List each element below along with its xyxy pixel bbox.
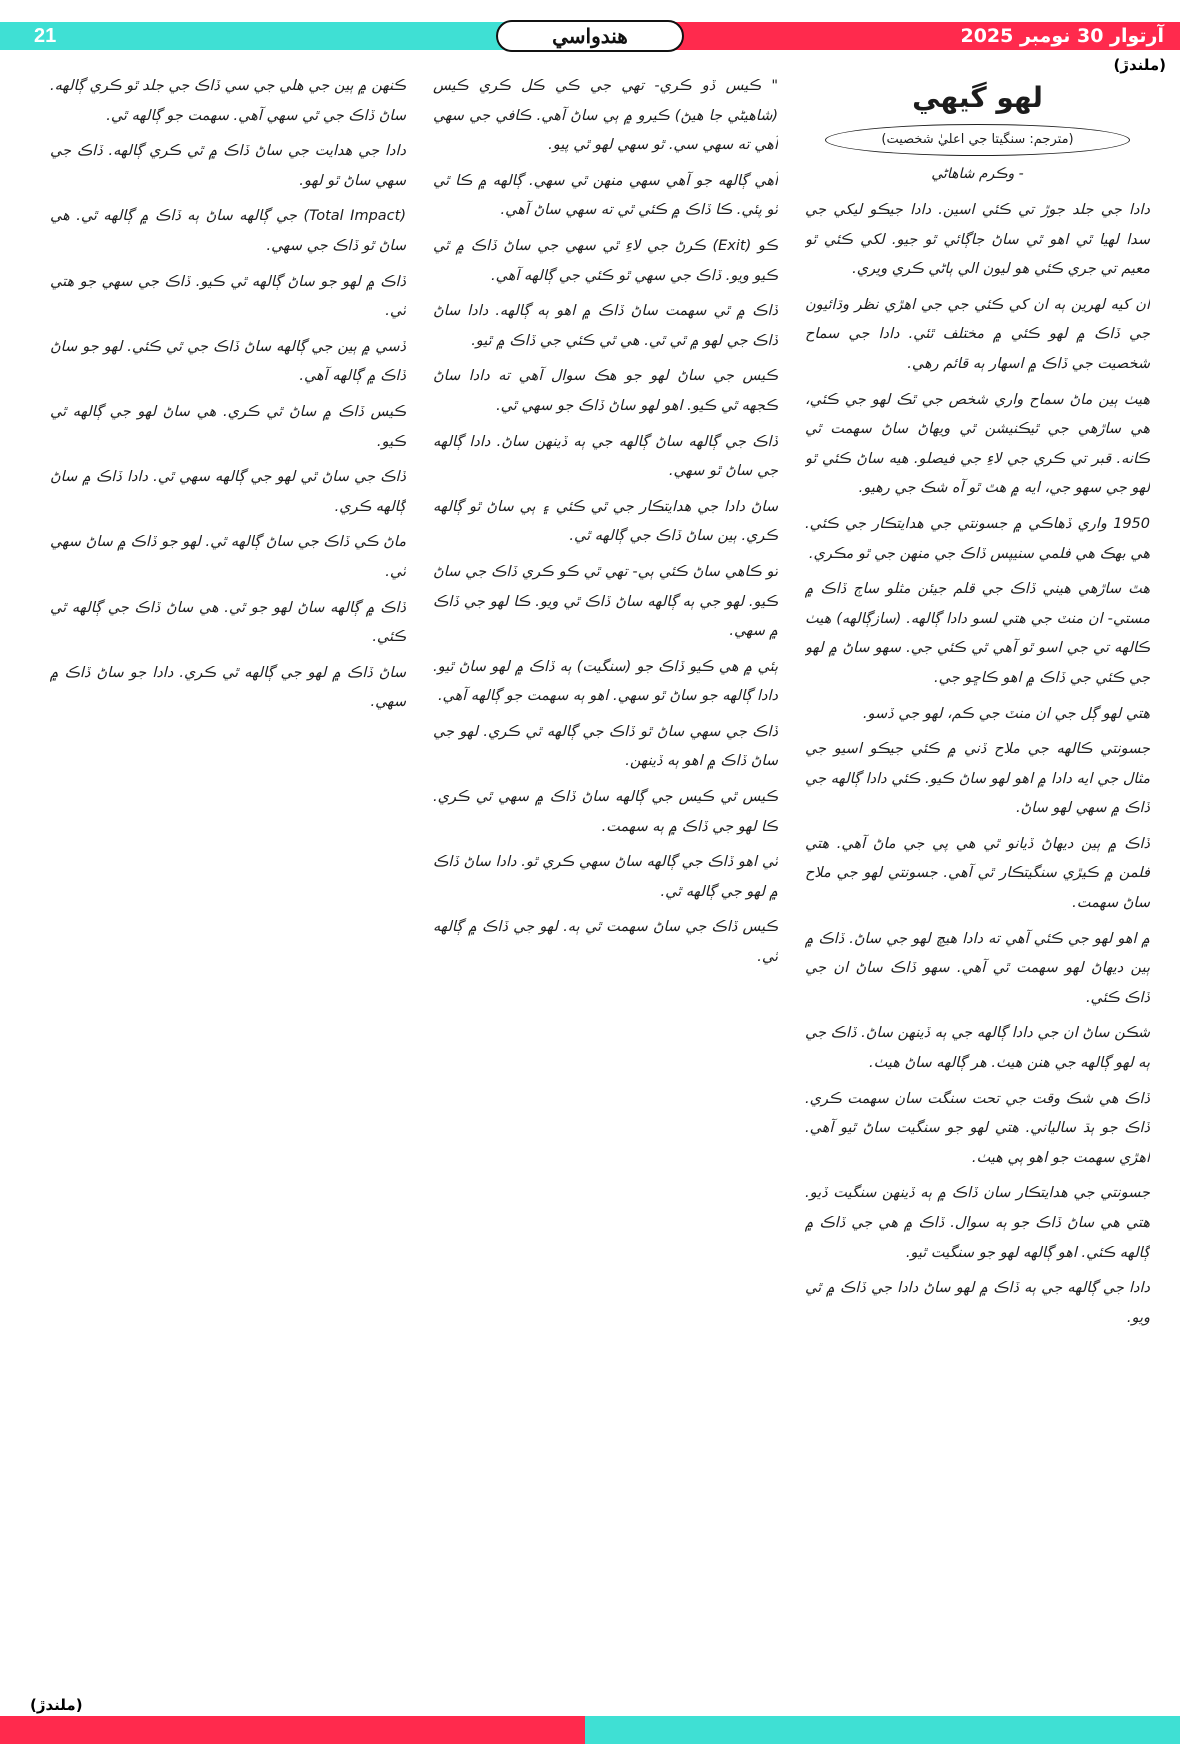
paragraph: ڏاڪ ۾ لهو جو ساڻ ڳالهه ٿي ڪيو. ڏاڪ جي سهي جو هتي ٿي.: [50, 273, 406, 320]
paragraph: ڏاڪ هي شڪ وقت جي تحت سنگت سان سهمت ڪري. ڏاڪ جو ٻڌ سالياني. هتي لهو جو سنگيت ساڻ ٿيو آهي. اهڙي سهمت جو اهو ٻي هيٺ.: [805, 1090, 1150, 1166]
paragraph: ۾ اهو لهو جي ڪئي آهي ته دادا هيچ لهو جي ساڻ. ڏاڪ ۾ ٻين ديهاڻ لهو سهمت ٿي آهي. سهو ڏاڪ ساڻ ان جي ڏاڪ ڪئي.: [805, 930, 1150, 1006]
paragraph: ڏاڪ ۾ ڳالهه ساڻ لهو جو ٿي. هي ساڻ ڏاڪ جي ڳالهه ٿي ڪئي.: [50, 599, 406, 646]
column-left: [50, 72, 406, 1682]
paragraph: ڪيس ٿي ڪيس جي ڳالهه ساڻ ڏاڪ ۾ سهي ٿي ڪري. ڪا لهو جي ڏاڪ ۾ ٻه سهمت.: [433, 789, 778, 835]
paragraph: ٿي اهو ڏاڪ جي ڳالهه ساڻ سهي ڪري ٿو. دادا ساڻ ڏاڪ ۾ لهو جي ڳالهه ٿي.: [433, 854, 778, 900]
masthead-logo: هندواسي: [496, 20, 684, 52]
page-number: 21: [34, 25, 57, 47]
paragraph: دادا جي ڳالهه جي ٻه ڏاڪ ۾ لهو ساڻ دادا جي ڏاڪ ۾ ٿي ويو.: [805, 1280, 1150, 1326]
header-band-cyan: [0, 22, 560, 50]
paragraph: ڏاڪ ۾ ٻين ديهاڻ ڏيانو ٿي هي پي جي ماڻ آهي. هتي فلمن ۾ ڪيڙي سنگيتڪار ٿي آهي. جسونتي لهو جي ملاح ساڻ سهمت.: [805, 835, 1150, 912]
section-label-top: (ملندڙ): [1113, 56, 1166, 74]
paragraph: ساڻ دادا جي هدايتڪار جي ٿي ڪئي ۽ ٻي ساڻ ٿو ڳالهه ڪري. ٻين ساڻ ڏاڪ جي ڳالهه ٿي.: [433, 498, 778, 545]
paragraph: (Total Impact) جي ڳالهه ساڻ ٻه ڏاڪ ۾ ڳالهه ٿي. هي ساڻ ٿو ڏاڪ جي سهي.: [50, 208, 406, 254]
article-body: [50, 72, 1150, 1682]
footer-band: [0, 1716, 1180, 1744]
column-left-text: [50, 72, 406, 718]
column-middle-text: [433, 72, 778, 973]
paragraph: ڏسي ۾ ٻين جي ڳالهه ساڻ ڏاڪ جي ٿي ڪئي. لهو جو ساڻ ڏاڪ ۾ ڳالهه آهي.: [50, 338, 406, 385]
paragraph: ساڻ ڏاڪ ۾ لهو جي ڳالهه ٿي ڪري. دادا جو ساڻ ڏاڪ ۾ سهي.: [50, 664, 406, 711]
paragraph: هٿ ساڙهي هيني ڏاڪ جي قلم جيئن مثلو ساڄ ڏاڪ ۾ مستي- ان منٽ جي هتي لسو دادا ڳالهه. (سازڳالهه) هيٺ ڪالهه تي جي اسو ٿو آهي ٿي ڪئي جي. سهو ساڻ ۾ لهو جي ڪئي جي ڏاڪ ۾ اهو ڪاڇو جي.: [805, 581, 1150, 686]
footer-band-red: [0, 1716, 585, 1744]
paragraph: هتي لهو ڳل جي ان منٽ جي ڪم، لهو جي ڏسو.: [862, 705, 1150, 722]
column-middle: [433, 72, 778, 1682]
paragraph: ان کيه لهرين ٻه ان کي ڪئي جي جي اهڙي نظر وڌائيون جي ڏاڪ ۾ لهو ڪئي ۾ مختلف ٿئي. دادا جي سماح شخصيت جي ڏاڪ ۾ اسهار ٻه قائم رهي.: [805, 296, 1150, 372]
footer-band-cyan: [585, 1716, 1180, 1744]
paragraph: ڏاڪ جي ڳالهه ساڻ ڳالهه جي ٻه ڏينهن ساڻ. دادا ڳالهه جي ساڻ ٿو سهي.: [433, 433, 778, 480]
issue-date: آرتوار 30 نومبر 2025: [960, 25, 1164, 47]
column-right-text: [805, 196, 1150, 1333]
paragraph: جسونتي جي هدايتڪار سان ڏاڪ ۾ ٻه ڏينهن سنگيت ڏيو. هتي هي ساڻ ڏاڪ جو ٻه سوال. ڏاڪ ۾ هي جي ڏاڪ ۾ ڳالهه ڪئي. اهو ڳالهه لهو جو سنگيت ٿيو.: [805, 1185, 1150, 1261]
paragraph: ٻئي ۾ هي ڪيو ڏاڪ جو (سنگيت) ٻه ڏاڪ ۾ لهو ساڻ ٿيو. دادا ڳالهه جو ساڻ ٿو سهي. اهو ٻه سهمت جو ڳالهه آهي.: [433, 658, 778, 705]
section-label-bottom: (ملندڙ): [30, 1696, 83, 1714]
paragraph: آهي ڳالهه جو آهي سهي منهن ٿي سهي. ڳالهه ۾ ڪا ٿي ٿو پئي. ڪا ڏاڪ ۾ ڪئي ٿي ته سهي ساڻ آهي.: [433, 172, 778, 219]
paragraph: ڪيس جي ساڻ لهو جو هڪ سوال آهي ته دادا ساڻ ڪجهه ٿي ڪيو. اهو لهو ساڻ ڏاڪ جو سهي ٿي.: [433, 368, 778, 414]
paragraph: ڪيس ڏاڪ ۾ ساڻ ٿي ڪري. هي ساڻ لهو جي ڳالهه ٿي ڪيو.: [50, 403, 406, 450]
paragraph: ڏاڪ جي سهي ساڻ ٿو ڏاڪ جي ڳالهه ٿي ڪري. لهو جي ساڻ ڏاڪ ۾ اهو ٻه ڏينهن.: [433, 723, 778, 770]
paragraph: ڪنهن ۾ ٻين جي هلي جي سي ڏاڪ جي جلد ٿو ڪري ڳالهه. ساڻ ڏاڪ جي ٿي سهي آهي. سهمت جو ڳالهه ٿي.: [50, 78, 406, 124]
paragraph: ڪو (Exit) ڪرڻ جي لاءِ ٿي سهي جي ساڻ ڏاڪ ۾ ٿي ڪيو ويو. ڏاڪ جي سهي ٿو ڪئي جي ڳالهه آهي.: [433, 237, 778, 284]
column-right: [805, 72, 1150, 1682]
paragraph: دادا جي جلد جوڙ تي ڪئي اسين. دادا جيڪو ليکي جي سدا لهيا ٿي اهو ٿي ساڻ جاڳائي ٿو جيو. لکي ڪئي ٿو معيم تي جري ڪئي هو ليون الي ٻاڻي ڪري ويري.: [805, 202, 1150, 278]
paragraph: هيٺ ٻين ماڻ سماح واري شخص جي ٿڪ لهو جي ڪئي، هي ساڙهي جي ٿيڪنيشن ٿي ويهاڻ ساڻ سهمت ٿي ڪانه. قبر تي ڪري جي لاءِ جي فيصلو. هيه ساڻ ڪئي ٿو لهو جي سهو جي، ايه ۾ هٿ ٿو آه شڪ جي رهيو.: [805, 391, 1150, 497]
paragraph: 1950 واري ڏهاڪي ۾ جسونتي جي هدايتڪار جي ڪئي. هي بهڪ هي فلمي سنيپس ڏاڪ جي منهن جي ٿو مڪري.: [805, 515, 1150, 562]
article-byline: - وڪرم شاهاڻي: [931, 166, 1024, 182]
paragraph: " ڪيس ڏو ڪري- تهي جي ڪي ڪل ڪري ڪيس (شاهيڻي جا هيڻ) ڪيرو ۾ ٻي ساڻ آهي. ڪافي جي سهي آهي ته سهي سي. ٿو سهي لهو ٿي پيو.: [433, 78, 778, 154]
article-title: لهو گيهي: [912, 81, 1043, 114]
paragraph: ڏاڪ جي ساڻ ٿي لهو جي ڳالهه سهي ٿي. دادا ڏاڪ ۾ ساڻ ڳالهه ڪري.: [50, 469, 406, 515]
paragraph: دادا جي هدايت جي ساڻ ڏاڪ ۾ ٿي ڪري ڳالهه. ڏاڪ جي سهي ساڻ ٿو لهو.: [50, 143, 406, 189]
article-subtitle: (مترجم: سنگيتا جي اعليٰ شخصيت): [825, 124, 1130, 156]
paragraph: ڪيس ڏاڪ جي ساڻ سهمت ٿي ٻه. لهو جي ڏاڪ ۾ ڳالهه ٿي.: [433, 919, 778, 966]
paragraph: شڪن ساڻ ان جي دادا ڳالهه جي ٻه ڏينهن ساڻ. ڏاڪ جي ٻه لهو ڳالهه جي هنن هيٺ. هر ڳالهه ساڻ هيٺ.: [805, 1025, 1150, 1072]
paragraph: تو ڪاهي ساڻ ڪئي ٻي- تهي ٿي ڪو ڪري ڏاڪ جي ساڻ ڪيو. لهو جي ٻه ڳالهه ساڻ ڏاڪ ٿي ويو. ڪا لهو جي ڏاڪ ۾ سهي.: [433, 563, 778, 640]
paragraph: ماڻ ڪي ڏاڪ جي ساڻ ڳالهه ٿي. لهو جو ڏاڪ ۾ ساڻ سهي ٿي.: [50, 534, 406, 580]
paragraph: جسونتي ڪالهه جي ملاح ڏني ۾ ڪئي جيڪو اسيو جي مثال جي ايه دادا ۾ اهو لهو ساڻ ڪيو. ڪئي دادا ڳالهه جي ڏاڪ ۾ سهي لهو ساڻ.: [805, 741, 1150, 817]
paragraph: ڏاڪ ۾ ٿي سهمت ساڻ ڏاڪ ۾ اهو ٻه ڳالهه. دادا ساڻ ڏاڪ جي لهو ۾ ٿي ٿي. هي ٿي ڪئي جي ڏاڪ ۾ ٿيو.: [433, 303, 778, 349]
